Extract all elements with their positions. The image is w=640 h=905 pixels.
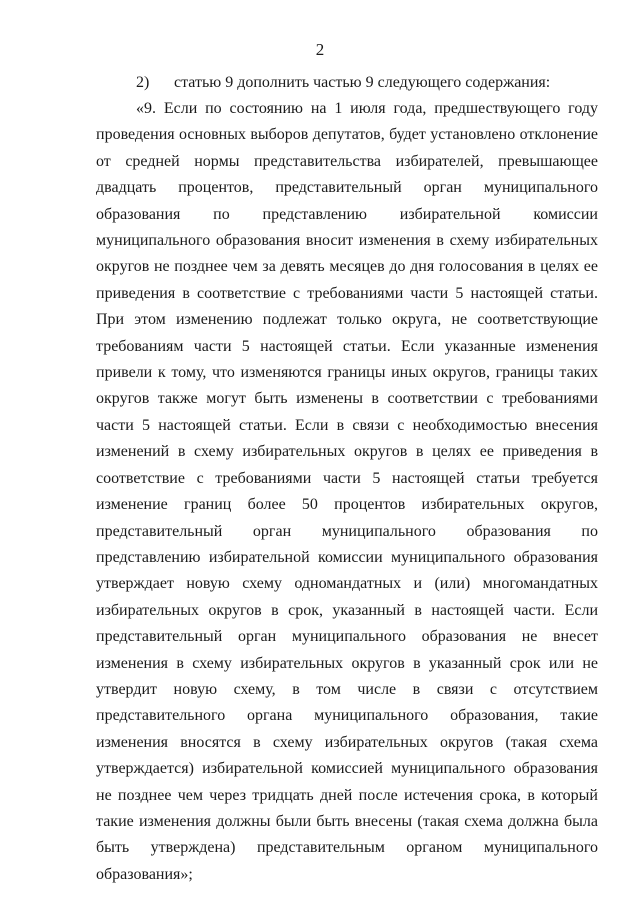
amendment-paragraph: «9. Если по состоянию на 1 июля года, предшествующего году проведения основных выборов депутатов, будет установлено отклонение от средней нормы представительства избирателей, превышающее двадцать процентов, представительный орган муниципального образования по представлению избирательной комиссии муниципального образования вносит изменения в схему избирательных округов не позднее чем за девять месяцев до дня голосования в целях ее приведения в соответствие с требованиями части 5 настоящей статьи. При этом изменению подлежат только округа, не соответствующие требованиям части 5 настоящей статьи. Если указанные изменения привели к тому, что изменяются границы иных округов, границы таких округов также могут быть изменены в соответствии с требованиями части 5 настоящей статьи. Если в связи с необходимостью внесения изменений в схему избирательных округов в целях ее приведения в соответствие с требованиями части 5 настоящей статьи требуется изменение границ более 50 процентов избирательных округов, представительный орган муниципального образования по представлению избирательной комиссии муниципального образования утверждает новую схему одномандатных и (или) многомандатных избирательных округов в срок, указанный в настоящей части. Если представительный орган муниципального образования не внесет изменения в схему избирательных округов в указанный срок или не утвердит новую схему, в том числе в связи с отсутствием представительного органа муниципального образования, такие изменения вносятся в схему избирательных округов (такая схема утверждается) избирательной комиссией муниципального образования не позднее чем через тридцать дней после истечения срока, в который такие изменения должны были быть внесены (такая схема должна была быть утверждена) представительным органом муниципального образования»; — [96, 100, 598, 883]
list-item-text: статью 9 дополнить частью 9 следующего содержания: — [174, 74, 551, 91]
list-item-heading — [136, 70, 600, 96]
list-item-number: 2) — [136, 74, 150, 91]
page-number: 2 — [315, 40, 325, 59]
